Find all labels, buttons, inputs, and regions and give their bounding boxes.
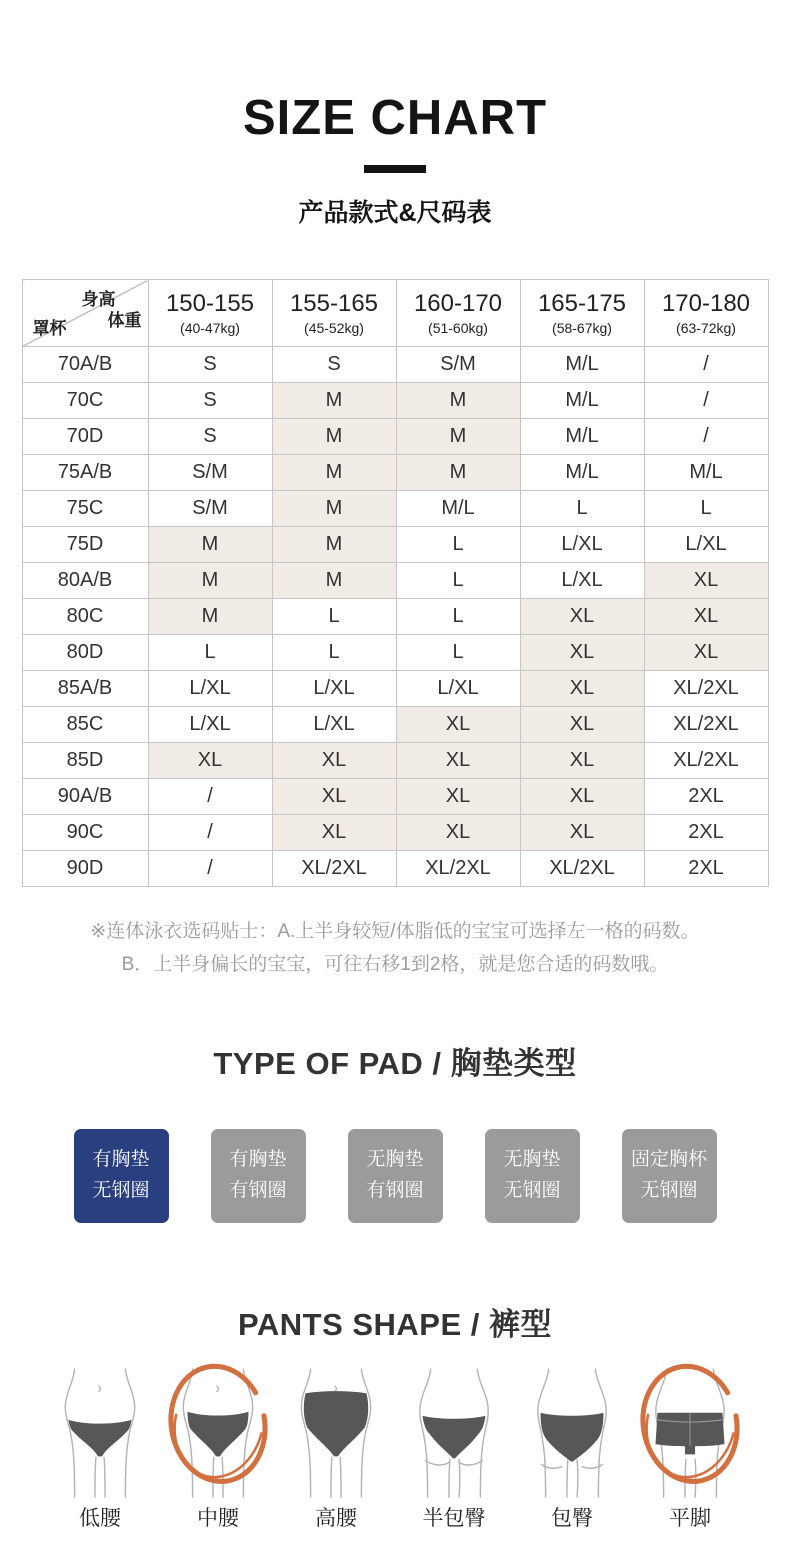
size-value-cell: L xyxy=(396,635,520,671)
size-value-cell: S/M xyxy=(396,347,520,383)
pants-shape-option-back-boyshort[interactable] xyxy=(634,1366,746,1532)
cup-size-cell: 80A/B xyxy=(22,563,148,599)
table-row xyxy=(22,455,768,491)
pad-option-1[interactable] xyxy=(211,1129,306,1223)
size-value-cell: L/XL xyxy=(644,527,768,563)
weight-range: (51-60kg) xyxy=(428,320,488,336)
size-value-cell: XL/2XL xyxy=(396,851,520,887)
size-value-cell: 2XL xyxy=(644,779,768,815)
height-weight-column-header xyxy=(396,280,520,347)
pad-option-line1: 有胸垫 xyxy=(229,1148,287,1170)
size-value-cell: M/L xyxy=(520,419,644,455)
size-value-cell: S xyxy=(148,347,272,383)
size-value-cell: S xyxy=(148,383,272,419)
size-value-cell: XL/2XL xyxy=(644,671,768,707)
height-range: 165-175 xyxy=(537,290,627,317)
pants-shape-option-front-mid[interactable] xyxy=(162,1366,274,1532)
size-value-cell: XL xyxy=(520,707,644,743)
weight-range: (45-52kg) xyxy=(304,320,364,336)
height-weight-column-header xyxy=(148,280,272,347)
size-value-cell: XL xyxy=(272,779,396,815)
size-value-cell: L/XL xyxy=(520,527,644,563)
pad-option-line1: 无胸垫 xyxy=(366,1148,424,1170)
cup-size-cell: 70A/B xyxy=(22,347,148,383)
cup-size-cell: 85D xyxy=(22,743,148,779)
pants-shape-option-back-half[interactable] xyxy=(398,1366,510,1532)
pad-option-line1: 固定胸杯 xyxy=(630,1148,707,1170)
size-value-cell: M xyxy=(272,563,396,599)
size-value-cell: S/M xyxy=(148,491,272,527)
cup-size-cell: 70C xyxy=(22,383,148,419)
cup-size-cell: 75D xyxy=(22,527,148,563)
table-row xyxy=(22,419,768,455)
size-value-cell: M xyxy=(396,383,520,419)
pants-shape-label: 半包臀 xyxy=(422,1506,486,1530)
cup-size-cell: 80D xyxy=(22,635,148,671)
pad-type-options xyxy=(0,1129,790,1223)
size-table xyxy=(22,279,769,887)
size-value-cell: XL xyxy=(520,743,644,779)
size-value-cell: L xyxy=(272,599,396,635)
size-value-cell: 2XL xyxy=(644,815,768,851)
size-value-cell: M xyxy=(396,455,520,491)
pad-type-heading: TYPE OF PAD / 胸垫类型 xyxy=(213,1045,577,1081)
size-value-cell: XL/2XL xyxy=(644,707,768,743)
size-value-cell: XL xyxy=(148,743,272,779)
cup-size-cell: 90C xyxy=(22,815,148,851)
size-value-cell: / xyxy=(644,347,768,383)
size-value-cell: 2XL xyxy=(644,851,768,887)
pants-shape-heading: PANTS SHAPE / 裤型 xyxy=(237,1306,553,1342)
size-value-cell: L/XL xyxy=(272,707,396,743)
cup-size-cell: 90D xyxy=(22,851,148,887)
size-value-cell: M xyxy=(396,419,520,455)
size-table-header-row xyxy=(22,280,768,347)
size-value-cell: L/XL xyxy=(272,671,396,707)
pants-shape-option-front-high[interactable] xyxy=(280,1366,392,1532)
cup-size-cell: 80C xyxy=(22,599,148,635)
pad-option-3[interactable] xyxy=(485,1129,580,1223)
cup-size-cell: 85C xyxy=(22,707,148,743)
page-title: SIZE CHART xyxy=(243,91,547,145)
sizing-tip-line-2: B．上半身偏长的宝宝，可往右移1到2格，就是您合适的码数哦。 xyxy=(121,954,669,976)
table-row xyxy=(22,743,768,779)
back-boyshort-illustration-icon xyxy=(638,1366,742,1498)
pad-option-4[interactable] xyxy=(622,1129,717,1223)
front-mid-illustration-icon xyxy=(166,1366,270,1498)
size-value-cell: S xyxy=(148,419,272,455)
front-low-illustration-icon xyxy=(48,1366,152,1498)
pants-shape-option-front-low[interactable] xyxy=(44,1366,156,1532)
table-row xyxy=(22,851,768,887)
size-value-cell: M/L xyxy=(644,455,768,491)
height-weight-column-header xyxy=(520,280,644,347)
size-value-cell: M xyxy=(272,419,396,455)
size-value-cell: XL xyxy=(272,743,396,779)
sizing-tips-note xyxy=(0,915,790,982)
pad-option-line2: 无钢圈 xyxy=(503,1179,561,1201)
table-row xyxy=(22,491,768,527)
table-row xyxy=(22,707,768,743)
size-value-cell: M/L xyxy=(520,347,644,383)
height-range: 170-180 xyxy=(661,290,751,317)
height-range: 150-155 xyxy=(165,290,255,317)
size-value-cell: / xyxy=(644,419,768,455)
size-value-cell: XL xyxy=(396,779,520,815)
size-value-cell: / xyxy=(148,815,272,851)
table-row xyxy=(22,383,768,419)
size-value-cell: XL xyxy=(520,815,644,851)
size-value-cell: M/L xyxy=(396,491,520,527)
size-value-cell: XL xyxy=(644,563,768,599)
table-row xyxy=(22,635,768,671)
cup-size-cell: 75C xyxy=(22,491,148,527)
size-value-cell: XL/2XL xyxy=(520,851,644,887)
size-value-cell: XL/2XL xyxy=(272,851,396,887)
size-value-cell: XL xyxy=(520,671,644,707)
size-table-body xyxy=(22,347,768,887)
size-value-cell: XL xyxy=(272,815,396,851)
height-range: 160-170 xyxy=(413,290,503,317)
pants-shape-option-back-full[interactable] xyxy=(516,1366,628,1532)
corner-height-label: 身高 xyxy=(81,290,116,309)
table-corner-cell xyxy=(22,280,148,347)
size-value-cell: M/L xyxy=(520,455,644,491)
pants-shape-label: 低腰 xyxy=(79,1506,121,1530)
pad-option-line2: 有钢圈 xyxy=(366,1179,424,1201)
size-value-cell: S/M xyxy=(148,455,272,491)
cup-size-cell: 85A/B xyxy=(22,671,148,707)
page-subtitle: 产品款式&尺码表 xyxy=(298,199,492,227)
pad-option-2[interactable] xyxy=(348,1129,443,1223)
size-value-cell: / xyxy=(644,383,768,419)
pants-shape-label: 中腰 xyxy=(197,1506,239,1530)
pad-option-line2: 无钢圈 xyxy=(92,1179,150,1201)
size-value-cell: XL xyxy=(396,707,520,743)
size-value-cell: M xyxy=(272,455,396,491)
size-value-cell: L/XL xyxy=(148,671,272,707)
size-value-cell: XL/2XL xyxy=(644,743,768,779)
size-value-cell: / xyxy=(148,779,272,815)
height-range: 155-165 xyxy=(289,290,379,317)
size-value-cell: L xyxy=(396,563,520,599)
size-value-cell: S xyxy=(272,347,396,383)
corner-cup-label: 罩杯 xyxy=(32,319,67,338)
pants-shape-label: 高腰 xyxy=(315,1506,357,1530)
size-value-cell: L xyxy=(396,527,520,563)
back-half-illustration-icon xyxy=(402,1366,506,1498)
size-value-cell: XL xyxy=(520,779,644,815)
size-value-cell: XL xyxy=(520,599,644,635)
size-value-cell: / xyxy=(148,851,272,887)
table-row xyxy=(22,527,768,563)
table-row xyxy=(22,599,768,635)
size-value-cell: L xyxy=(148,635,272,671)
size-value-cell: XL xyxy=(644,599,768,635)
size-value-cell: XL xyxy=(520,635,644,671)
pad-option-active[interactable] xyxy=(74,1129,169,1223)
cup-size-cell: 90A/B xyxy=(22,779,148,815)
pants-shape-label: 平脚 xyxy=(669,1506,711,1530)
table-row xyxy=(22,779,768,815)
size-value-cell: M xyxy=(272,383,396,419)
size-value-cell: XL xyxy=(396,743,520,779)
table-row xyxy=(22,815,768,851)
table-row xyxy=(22,347,768,383)
pad-option-line1: 无胸垫 xyxy=(503,1148,561,1170)
pad-option-line1: 有胸垫 xyxy=(92,1148,150,1170)
size-value-cell: M xyxy=(148,527,272,563)
weight-range: (63-72kg) xyxy=(676,320,736,336)
corner-weight-label: 体重 xyxy=(107,311,142,330)
front-high-illustration-icon xyxy=(284,1366,388,1498)
size-value-cell: M xyxy=(148,599,272,635)
size-value-cell: L/XL xyxy=(396,671,520,707)
cup-size-cell: 70D xyxy=(22,419,148,455)
size-value-cell: M xyxy=(272,527,396,563)
cup-size-cell: 75A/B xyxy=(22,455,148,491)
height-weight-column-header xyxy=(272,280,396,347)
pants-shape-options xyxy=(0,1366,790,1532)
height-weight-column-header xyxy=(644,280,768,347)
size-value-cell: XL xyxy=(644,635,768,671)
size-value-cell: M/L xyxy=(520,383,644,419)
size-value-cell: XL xyxy=(396,815,520,851)
size-value-cell: L/XL xyxy=(148,707,272,743)
size-value-cell: L xyxy=(520,491,644,527)
pants-shape-label: 包臀 xyxy=(551,1506,593,1530)
weight-range: (58-67kg) xyxy=(552,320,612,336)
sizing-tip-line-1: ※连体泳衣选码贴士：A.上半身较短/体脂低的宝宝可选择左一格的码数。 xyxy=(90,921,700,942)
size-value-cell: M xyxy=(272,491,396,527)
title-underline xyxy=(364,165,426,173)
pad-option-line2: 无钢圈 xyxy=(640,1179,698,1201)
size-value-cell: L xyxy=(272,635,396,671)
table-row xyxy=(22,563,768,599)
size-value-cell: M xyxy=(148,563,272,599)
weight-range: (40-47kg) xyxy=(180,320,240,336)
pad-option-line2: 有钢圈 xyxy=(229,1179,287,1201)
size-value-cell: L xyxy=(396,599,520,635)
size-value-cell: L/XL xyxy=(520,563,644,599)
table-row xyxy=(22,671,768,707)
size-value-cell: L xyxy=(644,491,768,527)
back-full-illustration-icon xyxy=(520,1366,624,1498)
